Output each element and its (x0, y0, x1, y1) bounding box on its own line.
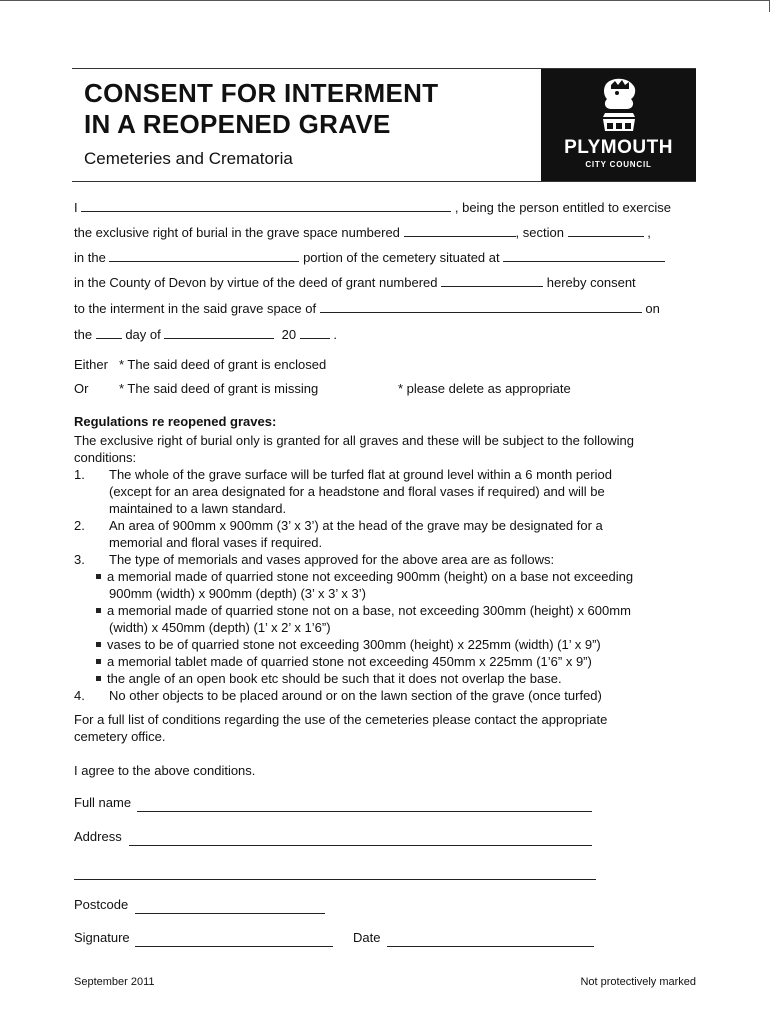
title-line-1: CONSENT FOR INTERMENT (84, 78, 439, 108)
deed-number-blank[interactable] (441, 273, 543, 287)
memorial-bullet-4: a memorial tablet made of quarried stone not exceeding 450mm x 225mm (1’6” x 9”) (96, 653, 696, 670)
lion-crest-icon (591, 77, 647, 135)
agree-statement: I agree to the above conditions. (74, 763, 256, 778)
address-field-line-1[interactable] (129, 844, 592, 846)
address-field-line-2[interactable] (74, 878, 596, 880)
document-subtitle: Cemeteries and Crematoria (84, 149, 293, 168)
logo-plymouth-text: PLYMOUTH (564, 137, 673, 158)
plymouth-logo (541, 69, 696, 181)
postcode-field[interactable] (135, 912, 325, 914)
regulations-intro-2: conditions: (74, 450, 137, 465)
grave-number-blank[interactable] (404, 223, 516, 237)
delete-note: * please delete as appropriate (398, 381, 571, 396)
memorial-bullet-3: vases to be of quarried stone not exceeding 300mm (height) x 225mm (width) (1’ x 9”) (96, 636, 696, 653)
logo-city-council-text: CITY COUNCIL (585, 160, 652, 169)
bullet-square-icon (96, 676, 101, 681)
consent-line-6: the day of 20 . (74, 327, 337, 342)
address-label: Address (74, 829, 122, 844)
document-header (72, 68, 696, 182)
deed-either-row: Either * The said deed of grant is enclosed (74, 357, 327, 372)
bullet-square-icon (96, 659, 101, 664)
title-line-2: IN A REOPENED GRAVE (84, 109, 391, 139)
full-name-field[interactable] (137, 810, 592, 812)
consent-line-5: to the interment in the said grave space of on (74, 301, 660, 316)
consent-line-4: in the County of Devon by virtue of the deed of grant numbered hereby consent (74, 275, 636, 290)
memorial-bullet-5: the angle of an open book etc should be such that it does not overlap the base. (96, 670, 696, 687)
bullet-square-icon (96, 574, 101, 579)
section-blank[interactable] (568, 223, 644, 237)
postcode-label: Postcode (74, 897, 129, 912)
full-name-label: Full name (74, 795, 132, 810)
situated-at-blank[interactable] (503, 248, 665, 262)
consent-line-3: in the portion of the cemetery situated at (74, 248, 665, 265)
deed-missing-option[interactable]: * The said deed of grant is missing (119, 381, 319, 396)
name-blank[interactable] (81, 198, 451, 212)
interment-of-blank[interactable] (320, 299, 642, 313)
consent-line-1: I , being the person entitled to exercise (74, 200, 671, 215)
consent-line-2: the exclusive right of burial in the grave space numbered , section , (74, 225, 651, 240)
contact-line-1: For a full list of conditions regarding the use of the cemeteries please contact the appropriate (74, 712, 608, 727)
regulations-heading: Regulations re reopened graves: (74, 414, 277, 429)
page-top-rule (0, 0, 770, 1)
month-blank[interactable] (164, 325, 274, 339)
contact-line-2: cemetery office. (74, 729, 166, 744)
day-blank[interactable] (96, 325, 122, 339)
deed-or-row: Or * The said deed of grant is missing * please delete as appropriate (74, 381, 571, 396)
footer-date: September 2011 (74, 976, 155, 988)
date-field[interactable] (387, 945, 594, 947)
year-blank[interactable] (300, 325, 330, 339)
deed-enclosed-option[interactable]: * The said deed of grant is enclosed (119, 357, 327, 372)
document-title (84, 78, 438, 140)
signature-field[interactable] (135, 945, 333, 947)
bullet-square-icon (96, 642, 101, 647)
footer-marking: Not protectively marked (580, 976, 696, 988)
memorial-bullet-2: a memorial made of quarried stone not on a base, not exceeding 300mm (height) x 600mm (width) x 450mm (depth) (1’ x 2’ x 1’6”) (96, 602, 696, 619)
memorial-bullet-1: a memorial made of quarried stone not exceeding 900mm (height) on a base not exceeding 900mm (width) x 900mm (depth) (3’ x 3’ x 3’) (96, 568, 696, 585)
signature-label: Signature (74, 930, 130, 945)
date-label: Date (353, 930, 381, 945)
regulations-intro-1: The exclusive right of burial only is granted for all graves and these will be subject to the following (74, 433, 635, 448)
portion-blank[interactable] (109, 248, 299, 262)
bullet-square-icon (96, 608, 101, 613)
